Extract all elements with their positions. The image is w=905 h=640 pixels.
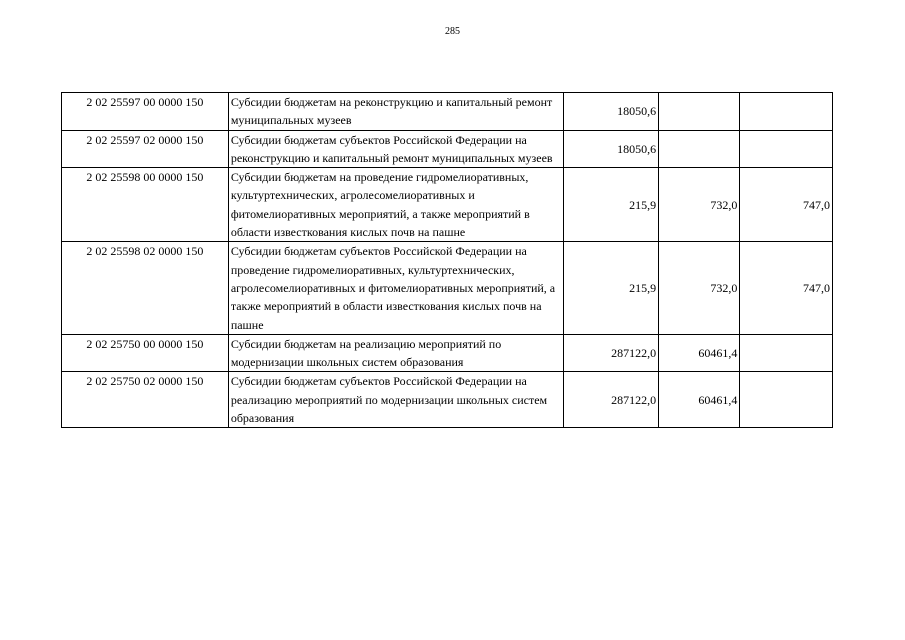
amount-year3-cell xyxy=(740,130,833,168)
amount-year1-cell: 215,9 xyxy=(564,242,659,334)
budget-table xyxy=(61,92,833,428)
table-row xyxy=(62,168,833,242)
amount-year1-cell: 215,9 xyxy=(564,168,659,242)
amount-year3-cell xyxy=(740,334,833,372)
amount-year3-cell xyxy=(740,93,833,131)
description-cell: Субсидии бюджетам на проведение гидромелиоративных, культуртехнических, агролесомелиоративных и фитомелиоративных мероприятий, а также мероприятий в области известкования кислых почв на пашне xyxy=(228,168,564,242)
amount-year1-cell: 287122,0 xyxy=(564,372,659,428)
amount-year1-cell: 18050,6 xyxy=(564,130,659,168)
amount-year1-cell: 287122,0 xyxy=(564,334,659,372)
description-cell: Субсидии бюджетам на реализацию мероприятий по модернизации школьных систем образования xyxy=(228,334,564,372)
amount-year3-cell: 747,0 xyxy=(740,168,833,242)
budget-code-cell: 2 02 25598 00 0000 150 xyxy=(62,168,229,242)
amount-year3-cell: 747,0 xyxy=(740,242,833,334)
budget-code-cell: 2 02 25750 02 0000 150 xyxy=(62,372,229,428)
page-number: 285 xyxy=(445,26,460,37)
table-row xyxy=(62,93,833,131)
amount-year2-cell: 732,0 xyxy=(659,242,740,334)
amount-year2-cell: 60461,4 xyxy=(659,372,740,428)
table-row xyxy=(62,242,833,334)
amount-year2-cell xyxy=(659,93,740,131)
amount-year2-cell xyxy=(659,130,740,168)
description-cell: Субсидии бюджетам на реконструкцию и капитальный ремонт муниципальных музеев xyxy=(228,93,564,131)
amount-year3-cell xyxy=(740,372,833,428)
table-row xyxy=(62,130,833,168)
table-row xyxy=(62,372,833,428)
amount-year1-cell: 18050,6 xyxy=(564,93,659,131)
budget-code-cell: 2 02 25750 00 0000 150 xyxy=(62,334,229,372)
budget-code-cell: 2 02 25598 02 0000 150 xyxy=(62,242,229,334)
description-cell: Субсидии бюджетам субъектов Российской Федерации на проведение гидромелиоративных, культуртехнических, агролесомелиоративных и фитомелиоративных мероприятий, а также мероприятий в области известкования кислых почв на пашне xyxy=(228,242,564,334)
description-cell: Субсидии бюджетам субъектов Российской Федерации на реконструкцию и капитальный ремонт муниципальных музеев xyxy=(228,130,564,168)
amount-year2-cell: 732,0 xyxy=(659,168,740,242)
budget-code-cell: 2 02 25597 02 0000 150 xyxy=(62,130,229,168)
description-cell: Субсидии бюджетам субъектов Российской Федерации на реализацию мероприятий по модернизации школьных систем образования xyxy=(228,372,564,428)
budget-code-cell: 2 02 25597 00 0000 150 xyxy=(62,93,229,131)
table-row xyxy=(62,334,833,372)
amount-year2-cell: 60461,4 xyxy=(659,334,740,372)
